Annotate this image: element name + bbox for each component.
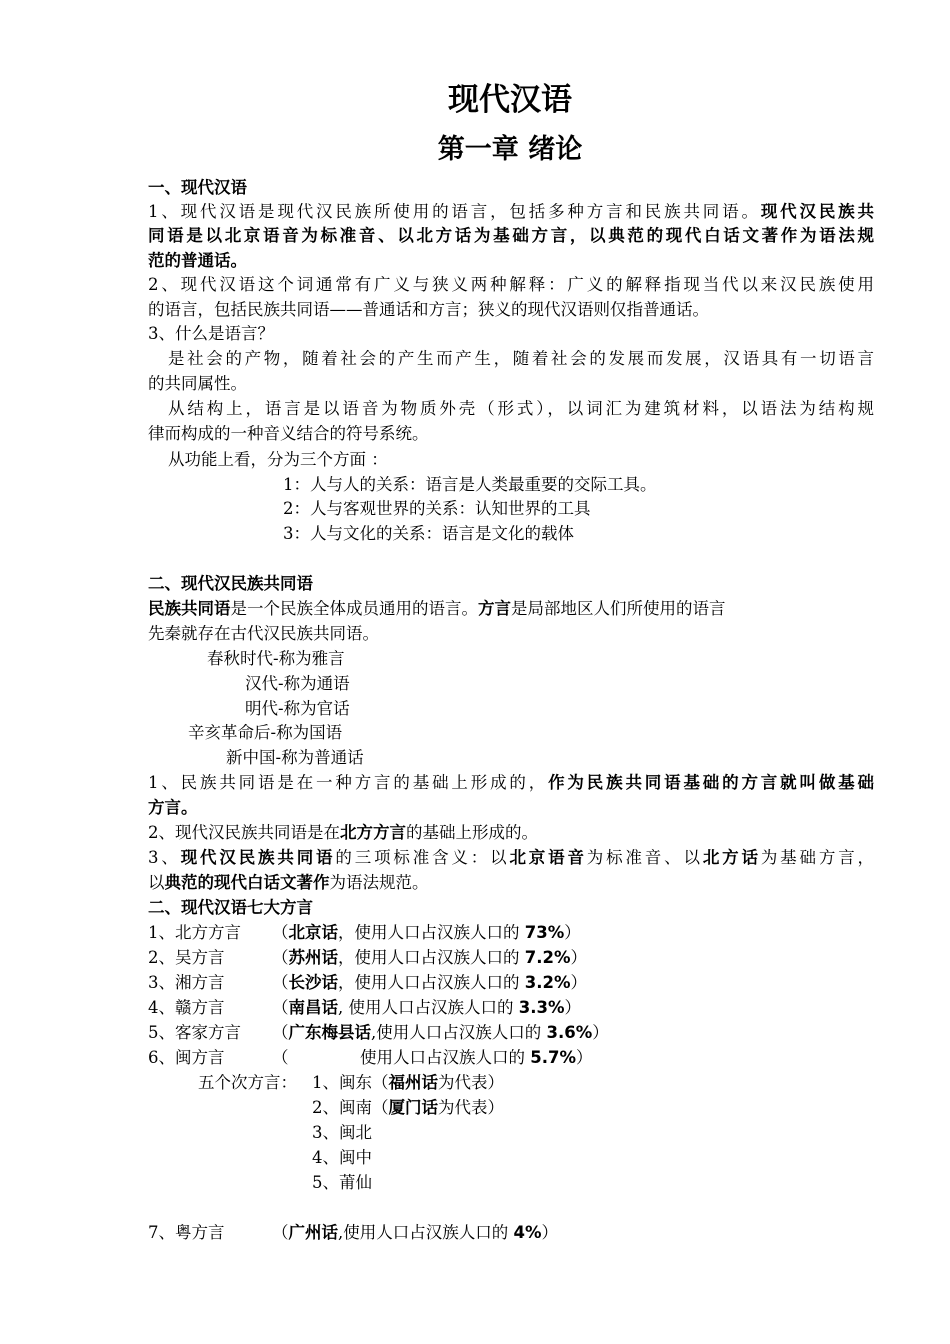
text-span: 为代表） bbox=[438, 1073, 504, 1092]
text-span: 是局部地区人们所使用的语言 bbox=[511, 599, 726, 618]
dialect-name: 1、北方方言 bbox=[148, 923, 241, 942]
paragraph-line bbox=[148, 597, 726, 621]
paragraph-line: 律而构成的一种音义结合的符号系统。 bbox=[148, 424, 429, 443]
section-heading: 二、现代汉语七大方言 bbox=[148, 898, 313, 917]
dialect-detail bbox=[272, 946, 587, 970]
text-span: ） bbox=[541, 1223, 559, 1242]
bold-span: 3.3% bbox=[518, 998, 565, 1017]
text-span: 1、现代汉语是现代汉民族所使用的语言，包括多种方言和民族共同语。 bbox=[148, 202, 761, 221]
text-span: ，使用人口占汉族人口的 bbox=[338, 948, 525, 967]
paragraph-line: 方言。 bbox=[148, 798, 198, 817]
bold-span: 民族共同语 bbox=[148, 599, 231, 618]
paragraph-line: 2、现代汉语这个词通常有广义与狭义两种解释：广义的解释指现当代以来汉民族使用 bbox=[148, 275, 874, 294]
paragraph-line: 同语是以北京语音为标准音、以北方话为基础方言，以典范的现代白话文著作为语法规 bbox=[148, 226, 874, 245]
text-span: 以 bbox=[148, 873, 165, 892]
text-span: 2、现代汉民族共同语是在 bbox=[148, 823, 340, 842]
bold-span: 3.6% bbox=[546, 1023, 593, 1042]
sub-dialect-item bbox=[312, 1071, 504, 1095]
dialect-name: 5、客家方言 bbox=[148, 1023, 241, 1042]
dialect-row bbox=[148, 1021, 874, 1045]
text-span: ,使用人口占汉族人口的 bbox=[338, 1223, 514, 1242]
text-span: 是一个民族全体成员通用的语言。 bbox=[230, 599, 478, 618]
dialect-detail bbox=[360, 1046, 593, 1070]
bold-span: 福州话 bbox=[388, 1073, 438, 1092]
text-span: 为代表） bbox=[438, 1098, 504, 1117]
list-item: 3：人与文化的关系：语言是文化的载体 bbox=[283, 524, 574, 543]
bold-span: 方言 bbox=[478, 599, 511, 618]
bold-span: 南昌话 bbox=[288, 998, 338, 1017]
document-title: 现代汉语 bbox=[448, 82, 572, 118]
dialect-row bbox=[148, 971, 874, 995]
paragraph-line: 从功能上看，分为三个方面 ： bbox=[168, 450, 388, 469]
list-item: 新中国-称为普通话 bbox=[226, 748, 364, 767]
bold-span: 厦门话 bbox=[388, 1098, 438, 1117]
text-span: ,使用人口占汉族人口的 bbox=[371, 1023, 547, 1042]
bold-span: 现代汉民族共同语 bbox=[180, 848, 336, 867]
paragraph-line bbox=[148, 821, 538, 845]
bold-span: 北京话 bbox=[288, 923, 338, 942]
text-span: 为基础方言， bbox=[760, 848, 875, 867]
text-span: ） bbox=[592, 1023, 609, 1042]
text-span: ） bbox=[576, 1048, 593, 1067]
sub-dialect-item: 4、闽中 bbox=[312, 1148, 372, 1167]
text-span: 为标准音、以 bbox=[586, 848, 703, 867]
paragraph-line bbox=[148, 871, 429, 895]
section-heading: 二、现代汉民族共同语 bbox=[148, 574, 313, 593]
text-span: ，使用人口占汉族人口的 bbox=[338, 973, 525, 992]
text-span: （ bbox=[272, 948, 289, 967]
bold-span: 作为民族共同语基础的方言就叫做基础 bbox=[548, 773, 874, 792]
bold-span: 北京语音 bbox=[509, 848, 587, 867]
dialect-row bbox=[148, 946, 874, 970]
dialect-name: 7、粤方言 bbox=[148, 1223, 225, 1242]
text-span: ） bbox=[570, 973, 588, 992]
bold-span: 北方方言 bbox=[340, 823, 406, 842]
dialect-name: 4、赣方言 bbox=[148, 998, 225, 1017]
dialect-row bbox=[148, 996, 874, 1020]
text-span: 的三项标准含义：以 bbox=[335, 848, 510, 867]
paragraph-line bbox=[148, 771, 874, 795]
dialect-name: 2、吴方言 bbox=[148, 948, 225, 967]
bold-span: 73% bbox=[524, 923, 565, 942]
dialect-row bbox=[148, 921, 874, 945]
sub-dialect-intro: 五个次方言： bbox=[198, 1073, 297, 1092]
sub-dialect-item: 5、莆仙 bbox=[312, 1173, 372, 1192]
list-item: 2：人与客观世界的关系：认知世界的工具 bbox=[283, 499, 591, 518]
paragraph-line: 是社会的产物，随着社会的产生而产生，随着社会的发展而发展，汉语具有一切语言 bbox=[168, 349, 874, 368]
text-span: 2、闽南（ bbox=[312, 1098, 389, 1117]
bold-span: 广东梅县话 bbox=[288, 1023, 371, 1042]
bold-span: 典范的现代白话文著作 bbox=[164, 873, 330, 892]
sub-dialect-item bbox=[312, 1096, 504, 1120]
chapter-title: 第一章 绪论 bbox=[437, 134, 583, 165]
text-span: , 使用人口占汉族人口的 bbox=[338, 998, 519, 1017]
dialect-detail bbox=[272, 921, 581, 945]
dialect-name: 3、湘方言 bbox=[148, 973, 225, 992]
text-span: 为语法规范。 bbox=[329, 873, 429, 892]
paragraph-line: 先秦就存在古代汉民族共同语。 bbox=[148, 624, 379, 643]
text-span: （ bbox=[272, 998, 289, 1017]
text-span: ） bbox=[564, 998, 582, 1017]
dialect-name: 6、闽方言 bbox=[148, 1048, 225, 1067]
dialect-detail bbox=[272, 1021, 609, 1045]
bold-span: 5.7% bbox=[530, 1048, 577, 1067]
bold-span: 苏州话 bbox=[288, 948, 338, 967]
section-heading: 一、现代汉语 bbox=[148, 178, 247, 197]
text-span: （ bbox=[272, 923, 289, 942]
text-span: 使用人口占汉族人口的 bbox=[360, 1048, 531, 1067]
text-span: 1、闽东（ bbox=[312, 1073, 389, 1092]
list-item: 春秋时代-称为雅言 bbox=[207, 649, 345, 668]
paragraph-line: 的语言，包括民族共同语——普通话和方言；狭义的现代汉语则仅指普通话。 bbox=[148, 300, 709, 319]
dialect-row bbox=[148, 1221, 874, 1245]
paragraph-line: 3、什么是语言？ bbox=[148, 324, 274, 343]
bold-span: 广州话 bbox=[288, 1223, 338, 1242]
paragraph-line: 的共同属性。 bbox=[148, 374, 247, 393]
dialect-detail bbox=[272, 1221, 558, 1245]
open-paren: （ bbox=[272, 1048, 289, 1067]
bold-span: 北方话 bbox=[702, 848, 761, 867]
text-span: 1、民族共同语是在一种方言的基础上形成的， bbox=[148, 773, 549, 792]
paragraph-line: 范的普通话。 bbox=[148, 251, 247, 270]
bold-span: 现代汉民族共 bbox=[760, 202, 875, 221]
list-item: 1：人与人的关系：语言是人类最重要的交际工具。 bbox=[283, 475, 657, 494]
text-span: ） bbox=[570, 948, 588, 967]
sub-dialect-item: 3、闽北 bbox=[312, 1123, 372, 1142]
paragraph-line: 从结构上，语言是以语音为物质外壳（形式），以词汇为建筑材料，以语法为结构规 bbox=[168, 399, 874, 418]
text-span: 的基础上形成的。 bbox=[406, 823, 538, 842]
text-span: （ bbox=[272, 1023, 289, 1042]
text-span: （ bbox=[272, 973, 289, 992]
paragraph-line bbox=[148, 846, 874, 870]
text-span: （ bbox=[272, 1223, 289, 1242]
dialect-detail bbox=[272, 996, 581, 1020]
list-item: 辛亥革命后-称为国语 bbox=[188, 723, 343, 742]
list-item: 明代-称为官话 bbox=[245, 699, 350, 718]
text-span: ） bbox=[564, 923, 581, 942]
text-span: 3、 bbox=[148, 848, 181, 867]
paragraph-line bbox=[148, 200, 874, 224]
bold-span: 7.2% bbox=[524, 948, 571, 967]
bold-span: 4% bbox=[513, 1223, 542, 1242]
bold-span: 长沙话 bbox=[288, 973, 338, 992]
text-span: ，使用人口占汉族人口的 bbox=[338, 923, 525, 942]
list-item: 汉代-称为通语 bbox=[245, 674, 350, 693]
dialect-detail bbox=[272, 971, 587, 995]
dialect-row bbox=[148, 1046, 874, 1070]
bold-span: 3.2% bbox=[524, 973, 571, 992]
